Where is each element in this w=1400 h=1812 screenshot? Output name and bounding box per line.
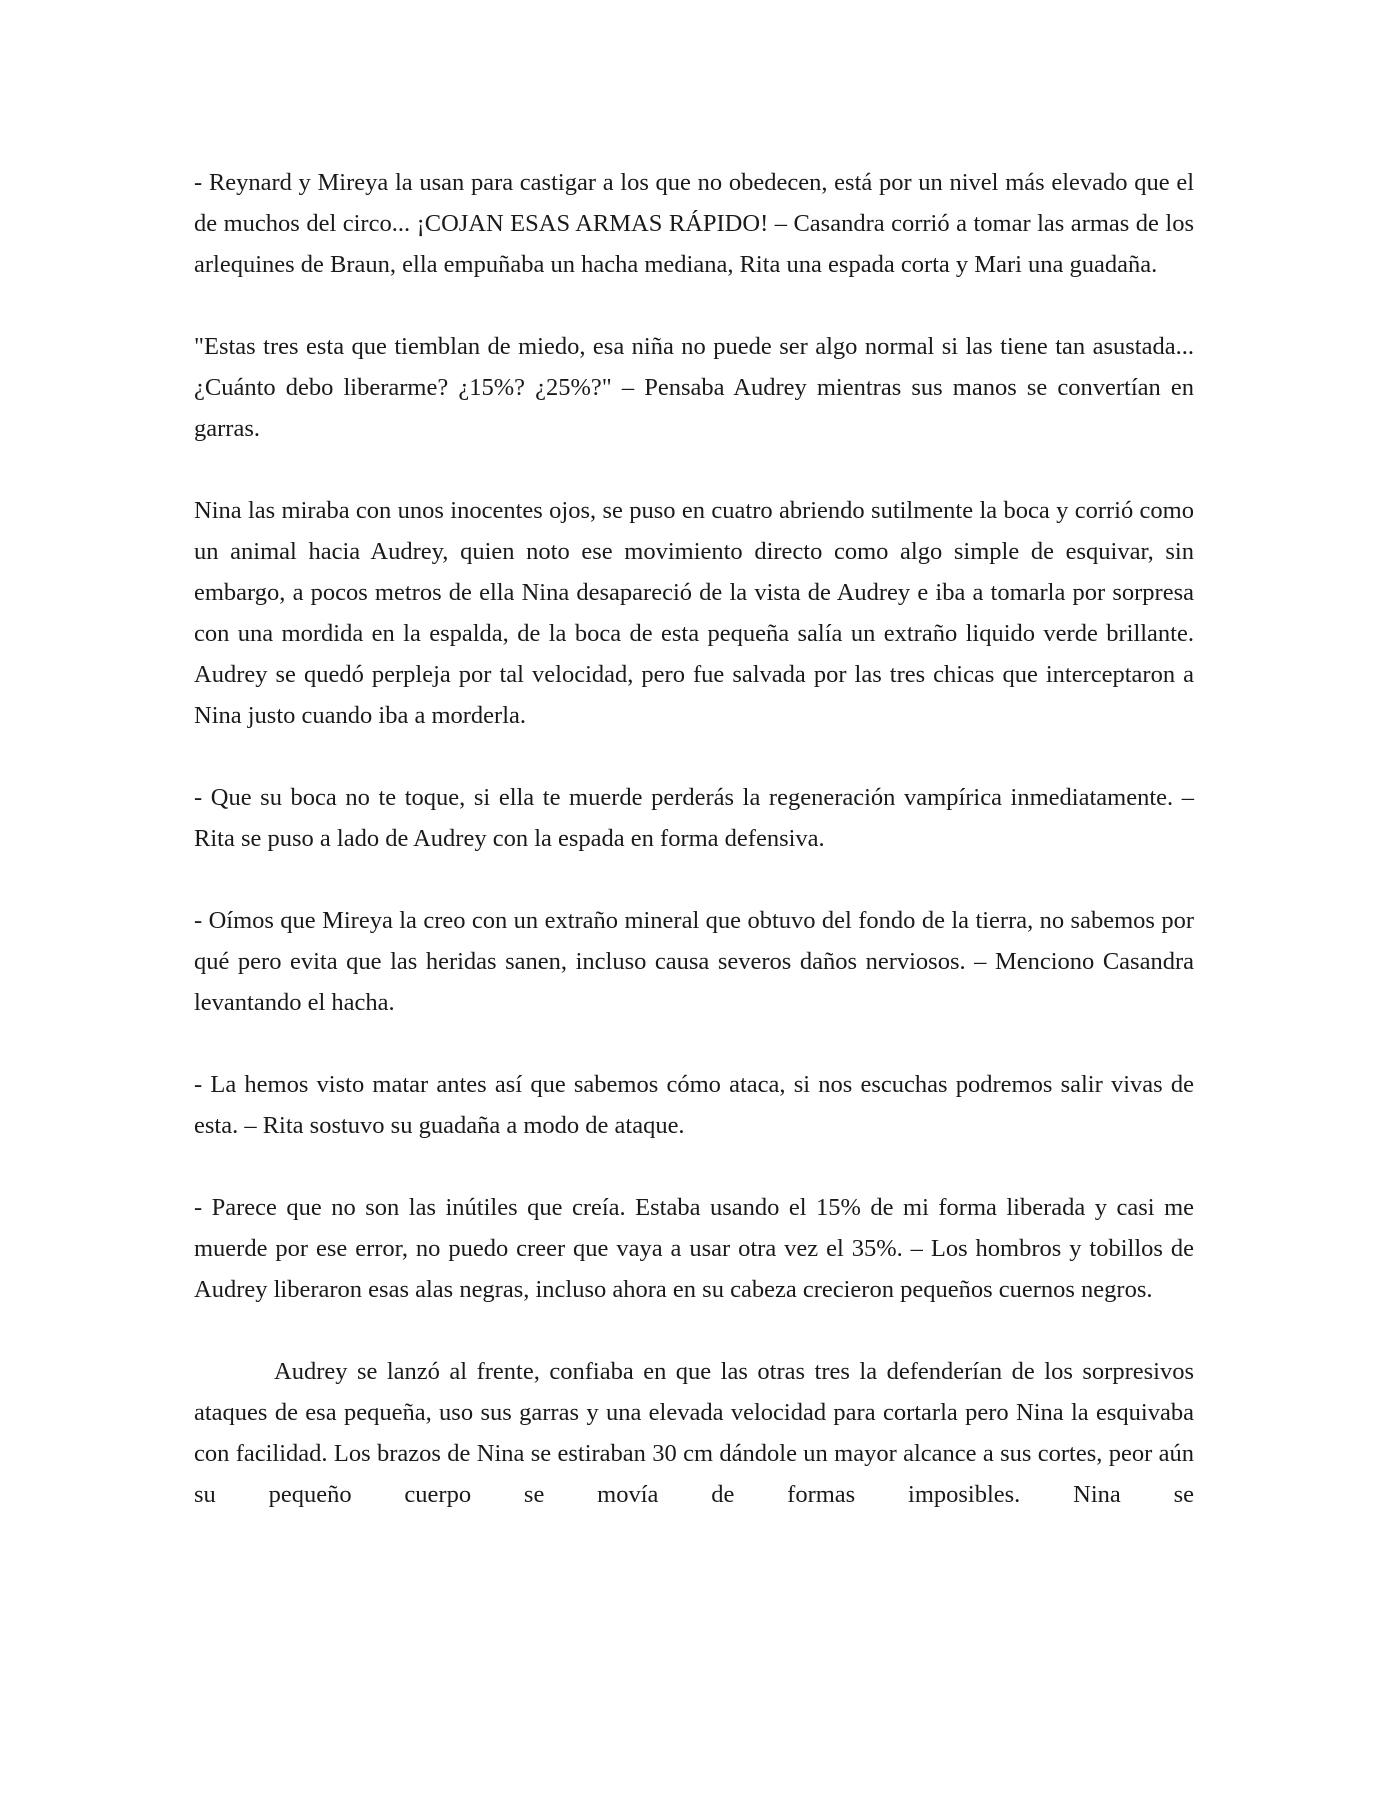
paragraph-6: - La hemos visto matar antes así que sabemos cómo ataca, si nos escuchas podremos salir vivas de esta. – Rita sostuvo su guadaña a modo de ataque. — [194, 1071, 1194, 1139]
paragraph-3: Nina las miraba con unos inocentes ojos, se puso en cuatro abriendo sutilmente la boca y corrió como un animal hacia Audrey, quien noto ese movimiento directo como algo simple de esquivar, sin embargo, a pocos metros de ella Nina desapareció de la vista de Audrey e iba a tomarla por sorpresa con una mordida en la espalda, de la boca de esta pequeña salía un extraño liquido verde brillante. Audrey se quedó perpleja por tal velocidad, pero fue salvada por las tres chicas que interceptaron a Nina justo cuando iba a morderla. — [194, 497, 1194, 729]
paragraph-4: - Que su boca no te toque, si ella te muerde perderás la regeneración vampírica inmediatamente. – Rita se puso a lado de Audrey con la espada en forma defensiva. — [194, 784, 1194, 852]
paragraph-5: - Oímos que Mireya la creo con un extraño mineral que obtuvo del fondo de la tierra, no sabemos por qué pero evita que las heridas sanen, incluso causa severos daños nerviosos. – Menciono Casandra levantando el hacha. — [194, 907, 1194, 1016]
paragraph-2: "Estas tres esta que tiemblan de miedo, esa niña no puede ser algo normal si las tiene tan asustada... ¿Cuánto debo liberarme? ¿15%? ¿25%?" – Pensaba Audrey mientras sus manos se convertían en garras. — [194, 333, 1194, 442]
paragraph-8: Audrey se lanzó al frente, confiaba en que las otras tres la defenderían de los sorpresivos ataques de esa pequeña, uso sus garras y una elevada velocidad para cortarla pero Nina la esquivaba con facilidad. Los brazos de Nina se estiraban 30 cm dándole un mayor alcance a sus cortes, peor aún su pequeño cuerpo se movía de formas imposibles. Nina se — [194, 1358, 1194, 1508]
document-body — [194, 162, 1194, 1515]
paragraph-7: - Parece que no son las inútiles que creía. Estaba usando el 15% de mi forma liberada y casi me muerde por ese error, no puedo creer que vaya a usar otra vez el 35%. – Los hombros y tobillos de Audrey liberaron esas alas negras, incluso ahora en su cabeza crecieron pequeños cuernos negros. — [194, 1194, 1194, 1303]
paragraph-1: - Reynard y Mireya la usan para castigar a los que no obedecen, está por un nivel más elevado que el de muchos del circo... ¡COJAN ESAS ARMAS RÁPIDO! – Casandra corrió a tomar las armas de los arlequines de Braun, ella empuñaba un hacha mediana, Rita una espada corta y Mari una guadaña. — [194, 169, 1194, 278]
